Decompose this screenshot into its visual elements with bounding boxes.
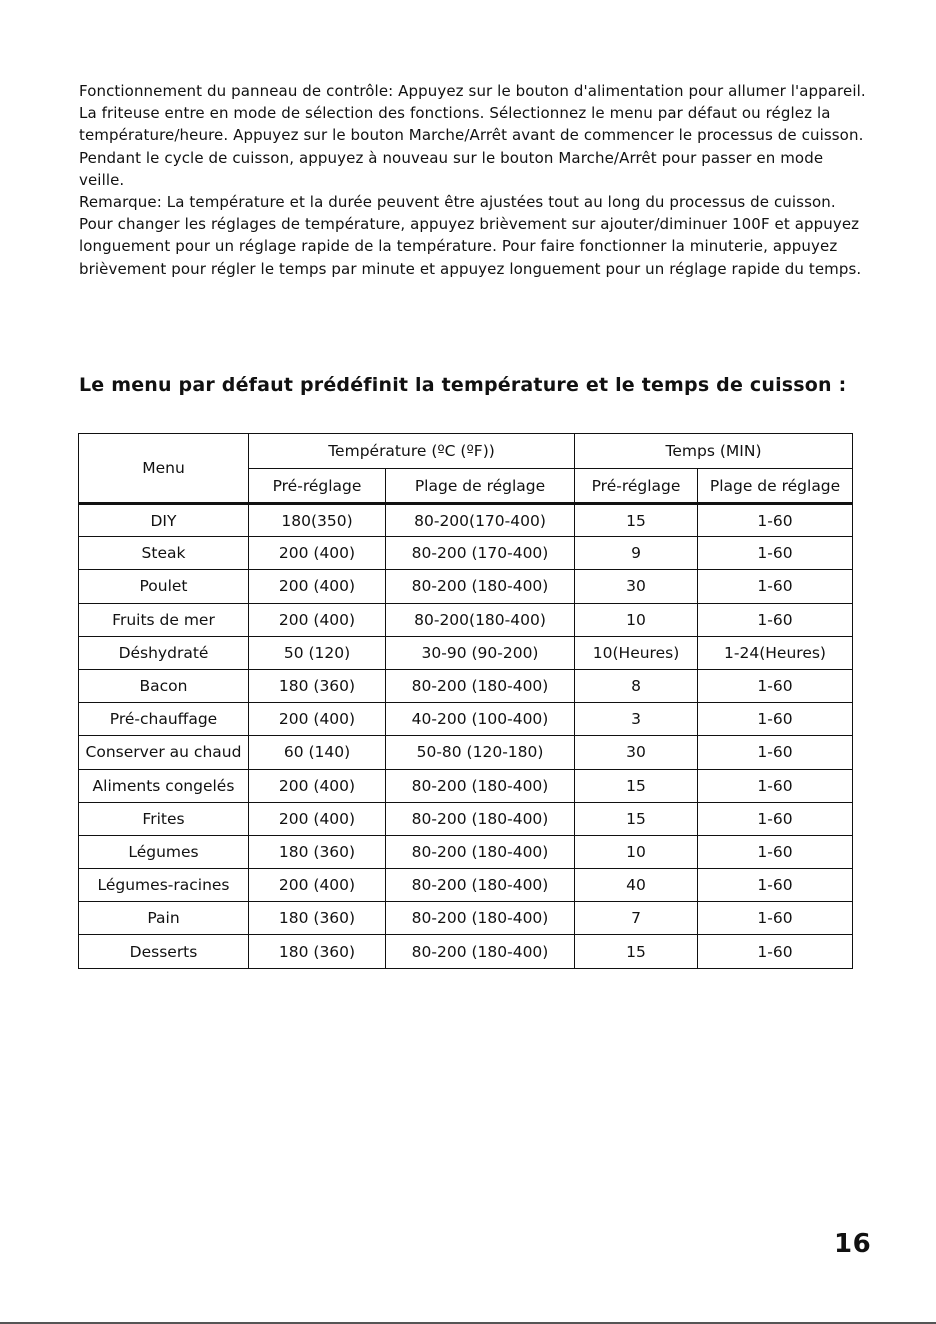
temperature-range-cell: 80-200 (180-400) <box>386 802 575 835</box>
table-row <box>79 935 853 968</box>
time-preset-cell: 8 <box>575 669 698 702</box>
time-range-cell: 1-60 <box>698 703 853 736</box>
time-preset-cell: 30 <box>575 570 698 603</box>
menu-name-cell: Conserver au chaud <box>79 736 249 769</box>
table-row <box>79 636 853 669</box>
temperature-range-cell: 80-200 (180-400) <box>386 869 575 902</box>
temperature-preset-cell: 180 (360) <box>249 902 386 935</box>
menu-name-cell: Légumes <box>79 835 249 868</box>
temperature-preset-cell: 180 (360) <box>249 835 386 868</box>
temperature-preset-cell: 200 (400) <box>249 703 386 736</box>
time-range-cell: 1-60 <box>698 603 853 636</box>
table-row <box>79 736 853 769</box>
temperature-preset-cell: 180 (360) <box>249 935 386 968</box>
table-row <box>79 769 853 802</box>
table-row <box>79 869 853 902</box>
menu-name-cell: Frites <box>79 802 249 835</box>
time-preset-cell: 15 <box>575 769 698 802</box>
temperature-range-cell: 80-200 (180-400) <box>386 935 575 968</box>
temperature-preset-cell: 50 (120) <box>249 636 386 669</box>
menu-name-cell: Pré-chauffage <box>79 703 249 736</box>
menu-header: Menu <box>79 434 249 504</box>
temperature-range-cell: 80-200 (170-400) <box>386 537 575 570</box>
time-preset-cell: 10 <box>575 603 698 636</box>
table-row <box>79 703 853 736</box>
temperature-preset-cell: 200 (400) <box>249 769 386 802</box>
table-body <box>79 504 853 969</box>
time-preset-cell: 15 <box>575 935 698 968</box>
temperature-range-cell: 50-80 (120-180) <box>386 736 575 769</box>
temperature-range-cell: 80-200 (180-400) <box>386 902 575 935</box>
temperature-preset-header: Pré-réglage <box>249 469 386 504</box>
time-range-cell: 1-60 <box>698 570 853 603</box>
time-range-cell: 1-60 <box>698 537 853 570</box>
intro-text <box>79 80 869 280</box>
time-range-cell: 1-60 <box>698 902 853 935</box>
menu-name-cell: DIY <box>79 504 249 537</box>
section-title: Le menu par défaut prédéfinit la température et le temps de cuisson : <box>79 374 847 396</box>
menu-name-cell: Légumes-racines <box>79 869 249 902</box>
temperature-preset-cell: 200 (400) <box>249 570 386 603</box>
time-range-cell: 1-60 <box>698 736 853 769</box>
table-row <box>79 537 853 570</box>
time-range-cell: 1-24(Heures) <box>698 636 853 669</box>
time-preset-cell: 10(Heures) <box>575 636 698 669</box>
temperature-range-cell: 80-200 (180-400) <box>386 835 575 868</box>
menu-name-cell: Aliments congelés <box>79 769 249 802</box>
menu-name-cell: Desserts <box>79 935 249 968</box>
menu-name-cell: Pain <box>79 902 249 935</box>
temperature-range-cell: 80-200 (180-400) <box>386 570 575 603</box>
time-preset-cell: 15 <box>575 802 698 835</box>
table-row <box>79 902 853 935</box>
menu-name-cell: Bacon <box>79 669 249 702</box>
time-preset-cell: 9 <box>575 537 698 570</box>
time-range-cell: 1-60 <box>698 769 853 802</box>
time-range-cell: 1-60 <box>698 669 853 702</box>
time-range-cell: 1-60 <box>698 504 853 537</box>
temperature-range-cell: 80-200 (180-400) <box>386 669 575 702</box>
temperature-header: Température (ºC (ºF)) <box>249 434 575 469</box>
temperature-preset-cell: 60 (140) <box>249 736 386 769</box>
time-range-cell: 1-60 <box>698 935 853 968</box>
table-row <box>79 603 853 636</box>
temperature-preset-cell: 200 (400) <box>249 603 386 636</box>
control-panel-paragraph: Fonctionnement du panneau de contrôle: Appuyez sur le bouton d'alimentation pour allumer l'appareil. La friteuse entre en mode de sélection des fonctions. Sélectionnez le menu par défaut ou réglez la température/heure. Appuyez sur le bouton Marche/Arrêt avant de commencer le processus de cuisson. Pendant le cycle de cuisson, appuyez à nouveau sur le bouton Marche/Arrêt pour passer en mode veille. <box>79 82 866 189</box>
time-preset-cell: 10 <box>575 835 698 868</box>
time-range-cell: 1-60 <box>698 802 853 835</box>
table-row <box>79 669 853 702</box>
table-row <box>79 802 853 835</box>
time-preset-cell: 7 <box>575 902 698 935</box>
menu-name-cell: Steak <box>79 537 249 570</box>
temperature-range-cell: 80-200(180-400) <box>386 603 575 636</box>
time-preset-header: Pré-réglage <box>575 469 698 504</box>
time-range-cell: 1-60 <box>698 835 853 868</box>
temperature-preset-cell: 200 (400) <box>249 802 386 835</box>
time-preset-cell: 30 <box>575 736 698 769</box>
temperature-preset-cell: 200 (400) <box>249 537 386 570</box>
time-header: Temps (MIN) <box>575 434 853 469</box>
menu-name-cell: Fruits de mer <box>79 603 249 636</box>
temperature-range-cell: 80-200 (180-400) <box>386 769 575 802</box>
time-preset-cell: 40 <box>575 869 698 902</box>
table-row <box>79 504 853 537</box>
temperature-preset-cell: 200 (400) <box>249 869 386 902</box>
table-row <box>79 570 853 603</box>
time-range-cell: 1-60 <box>698 869 853 902</box>
time-preset-cell: 3 <box>575 703 698 736</box>
note-paragraph: Remarque: La température et la durée peuvent être ajustées tout au long du processus de cuisson. Pour changer les réglages de température, appuyez brièvement sur ajouter/diminuer 100F et appuyez longuement pour un réglage rapide de la température. Pour faire fonctionner la minuterie, appuyez brièvement pour régler le temps par minute et appuyez longuement pour un réglage rapide du temps. <box>79 193 862 278</box>
menu-name-cell: Déshydraté <box>79 636 249 669</box>
default-menu-table <box>78 433 853 969</box>
menu-name-cell: Poulet <box>79 570 249 603</box>
table-row <box>79 835 853 868</box>
temperature-range-cell: 40-200 (100-400) <box>386 703 575 736</box>
temperature-range-header: Plage de réglage <box>386 469 575 504</box>
temperature-range-cell: 30-90 (90-200) <box>386 636 575 669</box>
page-number: 16 <box>834 1229 872 1259</box>
temperature-preset-cell: 180 (360) <box>249 669 386 702</box>
temperature-range-cell: 80-200(170-400) <box>386 504 575 537</box>
temperature-preset-cell: 180(350) <box>249 504 386 537</box>
time-range-header: Plage de réglage <box>698 469 853 504</box>
time-preset-cell: 15 <box>575 504 698 537</box>
